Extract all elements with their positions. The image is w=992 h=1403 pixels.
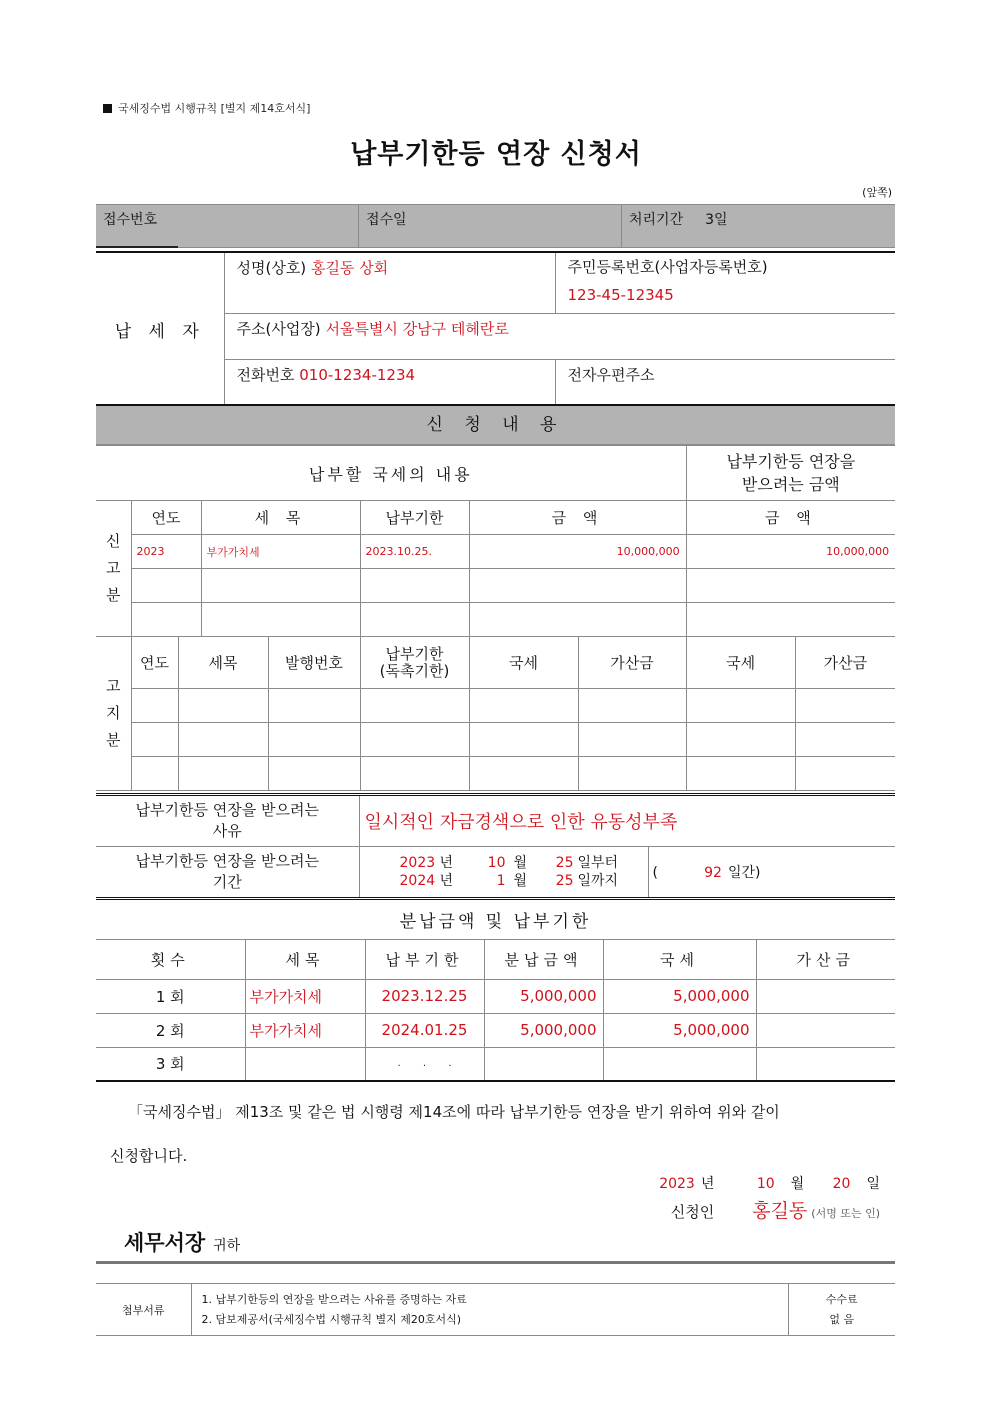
notified-year[interactable]: [131, 723, 178, 757]
installments-title: 분납금액 및 납부기한: [96, 905, 895, 940]
phone-field[interactable]: 전화번호 010-1234-1234: [224, 360, 555, 407]
reported-year[interactable]: 2023: [131, 535, 201, 569]
notified-surcharge[interactable]: [578, 757, 686, 791]
installment-surcharge[interactable]: [756, 1047, 895, 1081]
col-inst-tax-item: 세목: [245, 940, 365, 979]
reported-year[interactable]: [131, 569, 201, 603]
attachments-label: 첨부서류: [96, 1284, 191, 1336]
period-days[interactable]: ( 92 일간): [648, 847, 895, 899]
notified-ext-national-tax[interactable]: [686, 689, 795, 723]
notified-surcharge[interactable]: [578, 689, 686, 723]
notified-issue-number[interactable]: [268, 689, 360, 723]
installment-amount[interactable]: 5,000,000: [484, 979, 603, 1013]
installment-national-tax[interactable]: 5,000,000: [603, 979, 756, 1013]
extension-amount-header: 납부기한등 연장을 받으려는 금액: [686, 446, 895, 501]
period-from: 2023 년 10 월 25 일부터: [399, 855, 619, 871]
form-reference: 국세징수법 시행규칙 [별지 제14호서식]: [103, 100, 310, 116]
registration-number-field[interactable]: 주민등록번호(사업자등록번호) 123-45-12345: [555, 252, 895, 314]
notified-tax-item[interactable]: [178, 689, 268, 723]
reported-tax-item[interactable]: [201, 603, 360, 637]
period-days-value: 92: [704, 865, 722, 881]
installment-round: 3 회: [96, 1047, 245, 1081]
notified-ext-surcharge[interactable]: [795, 689, 895, 723]
notified-national-tax[interactable]: [469, 757, 578, 791]
col-installment-amount: 분납금액: [484, 940, 603, 979]
reported-tax-item[interactable]: [201, 569, 360, 603]
reported-tax-item[interactable]: 부가가치세: [201, 535, 360, 569]
reported-extension-amount[interactable]: [686, 569, 895, 603]
installment-due-date[interactable]: 2024.01.25: [365, 1013, 484, 1047]
addressee: 세무서장 귀하: [124, 1231, 241, 1255]
square-bullet-icon: [103, 104, 112, 113]
installment-national-tax[interactable]: 5,000,000: [603, 1013, 756, 1047]
reception-bar: [96, 204, 895, 248]
col-issue-number: 발행번호: [268, 637, 360, 689]
application-statement: 「국세징수법」 제13조 및 같은 법 시행령 제14조에 따라 납부기한등 연장을 받기 위하여 위와 같이 신청합니다.: [110, 1103, 780, 1165]
reported-due-date[interactable]: [360, 603, 469, 637]
period-range[interactable]: [359, 847, 648, 899]
period-to: 2024 년 1 월 25 일까지: [399, 873, 619, 889]
notified-year[interactable]: [131, 689, 178, 723]
installment-amount[interactable]: 5,000,000: [484, 1013, 603, 1047]
page-side-label: (앞쪽): [862, 186, 892, 199]
reported-row: [96, 603, 895, 637]
reported-extension-amount[interactable]: 10,000,000: [686, 535, 895, 569]
col-inst-surcharge: 가산금: [756, 940, 895, 979]
notified-ext-surcharge[interactable]: [795, 757, 895, 791]
notified-issue-number[interactable]: [268, 723, 360, 757]
notified-tax-item[interactable]: [178, 723, 268, 757]
reported-due-date[interactable]: [360, 569, 469, 603]
reported-row: [96, 569, 895, 603]
col-tax-item: 세 목: [201, 501, 360, 535]
installment-national-tax[interactable]: [603, 1047, 756, 1081]
col-notified-tax-item: 세목: [178, 637, 268, 689]
name-field[interactable]: 성명(상호) 홍길동 상회: [224, 252, 555, 314]
notified-side-label: 고 지 분: [96, 637, 131, 791]
installment-surcharge[interactable]: [756, 1013, 895, 1047]
reported-row: [96, 535, 895, 569]
col-ext-surcharge: 가산금: [795, 637, 895, 689]
installment-due-date[interactable]: . . .: [365, 1047, 484, 1081]
notified-due-date[interactable]: [360, 689, 469, 723]
reported-amount[interactable]: [469, 603, 686, 637]
reported-side-label: 신 고 분: [96, 501, 131, 637]
notified-surcharge[interactable]: [578, 723, 686, 757]
notified-due-date[interactable]: [360, 723, 469, 757]
col-extension-amount: 금 액: [686, 501, 895, 535]
notified-national-tax[interactable]: [469, 689, 578, 723]
installment-amount[interactable]: [484, 1047, 603, 1081]
phone-value: 010-1234-1234: [299, 366, 416, 384]
reason-label: 납부기한등 연장을 받으려는 사유: [96, 795, 359, 847]
attachments-table: [96, 1283, 895, 1336]
reported-amount[interactable]: [469, 569, 686, 603]
installments-table: [96, 940, 895, 1082]
col-year: 연도: [131, 501, 201, 535]
application-section-header: 신 청 내 용: [96, 404, 895, 445]
receipt-number-field[interactable]: 접수번호: [103, 212, 158, 228]
receipt-date-field[interactable]: 접수일: [358, 205, 621, 248]
notified-row: [96, 757, 895, 791]
page-title: 납부기한등 연장 신청서: [350, 139, 642, 170]
application-table: [96, 445, 895, 791]
applicant-name[interactable]: 홍길동: [752, 1200, 808, 1222]
taxpayer-section-label: 납 세 자: [96, 252, 224, 407]
taxpayer-table: [96, 251, 895, 408]
notified-ext-surcharge[interactable]: [795, 723, 895, 757]
reported-extension-amount[interactable]: [686, 603, 895, 637]
application-date: 2023 년 10 월 20 일: [659, 1176, 880, 1192]
col-due-date: 납부기한: [360, 501, 469, 535]
notified-issue-number[interactable]: [268, 757, 360, 791]
divider: [96, 1261, 895, 1264]
reported-due-date[interactable]: 2023.10.25.: [360, 535, 469, 569]
period-label: 납부기한등 연장을 받으려는 기간: [96, 847, 359, 899]
notified-national-tax[interactable]: [469, 723, 578, 757]
installment-row: [96, 1047, 895, 1081]
installment-surcharge[interactable]: [756, 979, 895, 1013]
col-notified-due-date: 납부기한 (독촉기한): [360, 637, 469, 689]
name-value: 홍길동 상회: [310, 259, 389, 277]
installment-tax-item[interactable]: 부가가치세: [245, 979, 365, 1013]
email-field[interactable]: 전자우편주소: [555, 360, 895, 407]
reported-year[interactable]: [131, 603, 201, 637]
reason-period-table: [96, 793, 895, 900]
reason-value[interactable]: 일시적인 자금경색으로 인한 유동성부족: [359, 795, 895, 847]
tax-content-header: 납부할 국세의 내용: [96, 446, 686, 501]
col-inst-national-tax: 국세: [603, 940, 756, 979]
installment-row: [96, 1013, 895, 1047]
notified-ext-national-tax[interactable]: [686, 757, 795, 791]
col-ext-national-tax: 국세: [686, 637, 795, 689]
installment-row: [96, 979, 895, 1013]
attachment-item: 1. 납부기한등의 연장을 받으려는 사유를 증명하는 자료: [201, 1292, 467, 1306]
installment-due-date[interactable]: 2023.12.25: [365, 979, 484, 1013]
reported-amount[interactable]: 10,000,000: [469, 535, 686, 569]
notified-row: [96, 689, 895, 723]
registration-number-value: 123-45-12345: [567, 286, 674, 304]
col-amount: 금 액: [469, 501, 686, 535]
processing-period-field: 처리기간 3일: [621, 205, 895, 248]
applicant-signature: 신청인 홍길동 (서명 또는 인): [670, 1200, 880, 1222]
notified-due-date[interactable]: [360, 757, 469, 791]
installment-round: 2 회: [96, 1013, 245, 1047]
address-value: 서울특별시 강남구 테헤란로: [325, 320, 509, 338]
notified-tax-item[interactable]: [178, 757, 268, 791]
col-surcharge: 가산금: [578, 637, 686, 689]
installment-round: 1 회: [96, 979, 245, 1013]
col-national-tax: 국세: [469, 637, 578, 689]
notified-row: [96, 723, 895, 757]
installment-tax-item[interactable]: 부가가치세: [245, 1013, 365, 1047]
col-round: 횟수: [96, 940, 245, 979]
installment-tax-item[interactable]: [245, 1047, 365, 1081]
attachment-item: 2. 담보제공서(국세징수법 시행규칙 별지 제20호서식): [201, 1312, 462, 1326]
receipt-number-underline: [96, 246, 178, 248]
notified-year[interactable]: [131, 757, 178, 791]
col-inst-due-date: 납부기한: [365, 940, 484, 979]
notified-ext-national-tax[interactable]: [686, 723, 795, 757]
attachments-list: [191, 1284, 788, 1336]
fee-cell: 수수료 없 음: [788, 1284, 895, 1336]
col-notified-year: 연도: [131, 637, 178, 689]
address-field[interactable]: 주소(사업장) 서울특별시 강남구 테헤란로: [224, 314, 895, 360]
